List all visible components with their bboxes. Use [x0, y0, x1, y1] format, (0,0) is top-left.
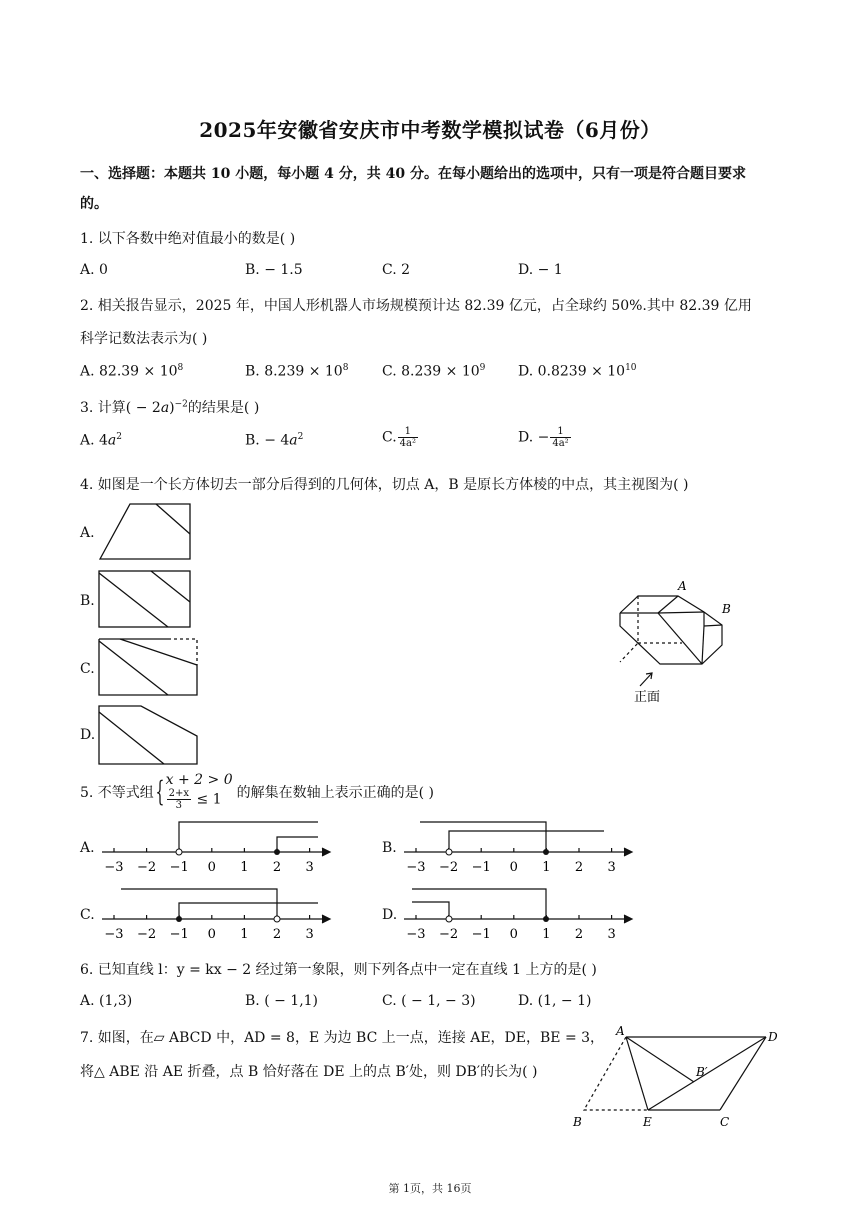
- q5d-closed-point: [543, 916, 549, 922]
- q3-option-d: [518, 426, 572, 449]
- q5-stem: [80, 772, 434, 812]
- q1-option-c: C. 2: [382, 262, 411, 278]
- solid-cut-edge1: [658, 596, 678, 613]
- q5-ineq1: x + 2 > 0: [165, 772, 233, 788]
- q4-b-line1: [99, 573, 168, 627]
- q1-option-a: A. 0: [80, 262, 108, 278]
- tick-label-b-5: 2: [574, 860, 584, 875]
- q3-c-fraction: [398, 426, 418, 449]
- q2-option-c: [382, 363, 485, 380]
- q5-ineq2-rest: ≤ 1: [196, 791, 222, 808]
- q4-b-line2: [151, 571, 190, 602]
- solid-label-a: A: [678, 579, 687, 593]
- q4-solid-figure: [612, 578, 742, 708]
- q5-option-b: B.: [382, 840, 397, 856]
- q5-option-d: D.: [382, 907, 398, 923]
- q1-option-b: B. − 1.5: [245, 262, 303, 278]
- q5-numberline-a: [96, 815, 336, 875]
- q2-option-d: [518, 363, 637, 380]
- q5-ineq2-num: 2+x: [168, 788, 190, 799]
- q3-d-num: 1: [550, 426, 570, 438]
- q2-option-a-exp: 8: [177, 363, 184, 373]
- q2-option-a-base: A. 82.39 × 10: [80, 363, 178, 380]
- q3-c-num: 1: [398, 426, 418, 438]
- q4-option-figures: [96, 502, 206, 762]
- q5a-closed-point: [274, 849, 280, 855]
- front-arrow: [640, 673, 652, 686]
- q5-ineq2-frac: [167, 788, 191, 811]
- tick-label-a-3: 0: [207, 860, 216, 875]
- tick-label-c-3: 0: [207, 927, 216, 942]
- tick-label-b-2: −1: [471, 860, 491, 875]
- q2-option-a: [80, 363, 183, 380]
- tick-label-b-4: 1: [542, 860, 551, 875]
- solid-label-front: 正面: [634, 690, 661, 705]
- q2-option-b-base: B. 8.239 × 10: [245, 363, 343, 380]
- q5a-open-point: [176, 849, 182, 855]
- q4-option-a: A.: [80, 525, 95, 541]
- tick-label-c-0: −3: [104, 927, 124, 942]
- q4-stem: 4. 如图是一个长方体切去一部分后得到的几何体，切点 A，B 是原长方体棱的中点，其主视图为( ): [80, 477, 689, 493]
- q3-option-c: [382, 426, 419, 449]
- q5-stem-pre: 5. 不等式组: [80, 784, 154, 801]
- q3-stem-exp: −2: [174, 399, 188, 410]
- solid-label-b: B: [722, 602, 731, 616]
- tick-label-b-0: −3: [406, 860, 426, 875]
- section-heading-cont: 的。: [80, 196, 108, 212]
- tick-label-a-1: −2: [137, 860, 157, 875]
- q5c-open-point: [274, 916, 280, 922]
- q2-option-b: [245, 363, 348, 380]
- tick-label-d-4: 1: [542, 927, 551, 942]
- tick-label-c-5: 2: [272, 927, 282, 942]
- section-heading: 一、选择题：本题共 10 小题，每小题 4 分，共 40 分。在每小题给出的选项中，只有一项是符合题目要求: [80, 166, 746, 182]
- q1-stem: 1. 以下各数中绝对值最小的数是( ): [80, 231, 296, 247]
- tick-label-c-1: −2: [137, 927, 157, 942]
- q4-c-shape: [99, 639, 197, 695]
- tick-label-b-6: 3: [607, 860, 616, 875]
- q4-option-d: D.: [80, 727, 96, 743]
- tick-label-a-0: −3: [104, 860, 124, 875]
- tick-label-b-3: 0: [509, 860, 518, 875]
- q5-system: [166, 772, 233, 811]
- q5-option-c: C.: [80, 907, 95, 923]
- tick-label-c-6: 3: [305, 927, 314, 942]
- q3-d-den: 4a²: [552, 438, 569, 449]
- q5-numberline-d: [398, 882, 638, 942]
- q5-option-a: A.: [80, 840, 95, 856]
- tick-label-d-6: 3: [607, 927, 616, 942]
- q4-c-hidden: [168, 639, 197, 665]
- solid-edge-front: [702, 626, 704, 664]
- q4-a-line: [156, 504, 190, 534]
- q5-numberline-c: [96, 882, 336, 942]
- q2-option-d-base: D. 0.8239 × 10: [518, 363, 626, 380]
- q3-option-b: [245, 432, 303, 449]
- q3-stem-mid: ): [169, 400, 175, 416]
- q5-stem-post: 的解集在数轴上表示正确的是( ): [236, 784, 434, 801]
- q7-label-a: A: [616, 1024, 625, 1038]
- q5-ineq2-den: 3: [175, 800, 183, 811]
- tick-label-b-1: −2: [439, 860, 459, 875]
- solid-edge-b2: [704, 625, 722, 626]
- q6-option-c: C. ( − 1, − 3): [382, 993, 476, 1009]
- q4-b-shape: [99, 571, 190, 627]
- q7-stem-line1: 7. 如图，在▱ ABCD 中，AD = 8，E 为边 BC 上一点，连接 AE，DE，BE = 3，: [80, 1030, 605, 1046]
- tick-label-a-6: 3: [305, 860, 314, 875]
- q3-b-var: a: [289, 432, 298, 449]
- q7-label-d: D: [768, 1030, 778, 1044]
- solid-outline: [620, 596, 722, 664]
- q4-c-line1: [99, 641, 168, 695]
- q3-stem-pre: 3. 计算( − 2: [80, 400, 161, 416]
- q7-label-b: B: [573, 1115, 582, 1129]
- q4-option-b: B.: [80, 593, 95, 609]
- q3-d-fraction: [550, 426, 570, 449]
- page-footer: 第 1页，共 16页: [388, 1182, 472, 1195]
- tick-label-d-3: 0: [509, 927, 518, 942]
- q7-label-c: C: [720, 1115, 730, 1129]
- solid-hidden-edges: [620, 596, 682, 662]
- q5-brace: {: [155, 774, 165, 808]
- q3-b-text: B. − 4: [245, 432, 290, 449]
- tick-label-a-2: −1: [169, 860, 189, 875]
- q2-option-c-base: C. 8.239 × 10: [382, 363, 480, 380]
- q4-d-line: [99, 712, 164, 764]
- tick-label-a-5: 2: [272, 860, 282, 875]
- q5d-open-point: [446, 916, 452, 922]
- q3-c-text: C.: [382, 429, 397, 446]
- q3-stem-var: a: [160, 400, 170, 416]
- q3-c-den: 4a²: [399, 438, 417, 449]
- q3-d-text: D. −: [518, 429, 550, 446]
- solid-diagonal: [658, 613, 702, 664]
- q3-a-text: A. 4: [80, 432, 108, 449]
- q5b-open-point: [446, 849, 452, 855]
- q6-option-a: A. (1,3): [80, 993, 133, 1009]
- q4-a-shape: [100, 504, 190, 559]
- tick-label-c-2: −1: [169, 927, 189, 942]
- q2-option-d-exp: 10: [625, 363, 637, 373]
- q7-parallelogram-figure: [570, 1022, 790, 1137]
- page-title: 2025年安徽省安庆市中考数学模拟试卷（6月份）: [199, 118, 661, 142]
- q5c-closed-point: [176, 916, 182, 922]
- q2-stem-line1: 2. 相关报告显示，2025 年，中国人形机器人市场规模预计达 82.39 亿元，占全球约 50%.其中 82.39 亿用: [80, 298, 752, 314]
- q3-a-var: a: [107, 432, 117, 449]
- tick-label-d-0: −3: [406, 927, 426, 942]
- q1-option-d: D. − 1: [518, 262, 563, 278]
- q3-option-a: [80, 432, 122, 449]
- q5-numberline-b: [398, 815, 638, 875]
- q6-option-d: D. (1, − 1): [518, 993, 592, 1009]
- q4-c-line2: [120, 639, 197, 665]
- q2-stem-line2: 科学记数法表示为( ): [80, 331, 208, 347]
- solid-cut-edge2: [658, 612, 704, 613]
- tick-label-a-4: 1: [240, 860, 249, 875]
- tick-label-c-4: 1: [240, 927, 249, 942]
- q3-a-exp: 2: [116, 432, 123, 442]
- q7-label-bprime: B′: [696, 1065, 708, 1079]
- q7-label-e: E: [643, 1115, 652, 1129]
- q6-stem: 6. 已知直线 l：y = kx − 2 经过第一象限，则下列各点中一定在直线 1 上方的是( ): [80, 962, 597, 978]
- q4-option-c: C.: [80, 661, 95, 677]
- q4-d-shape: [99, 706, 197, 764]
- q2-option-c-exp: 9: [479, 363, 486, 373]
- q3-b-exp: 2: [297, 432, 304, 442]
- tick-label-d-1: −2: [439, 927, 459, 942]
- tick-label-d-5: 2: [574, 927, 584, 942]
- q6-option-b: B. ( − 1,1): [245, 993, 319, 1009]
- q2-option-b-exp: 8: [342, 363, 349, 373]
- q5b-closed-point: [543, 849, 549, 855]
- tick-label-d-2: −1: [471, 927, 491, 942]
- q3-stem: [80, 397, 259, 417]
- q7-stem-line2: 将△ ABE 沿 AE 折叠，点 B 恰好落在 DE 上的点 B′处，则 DB′的长为( ): [80, 1064, 538, 1080]
- q3-stem-post: 的结果是( ): [187, 400, 260, 416]
